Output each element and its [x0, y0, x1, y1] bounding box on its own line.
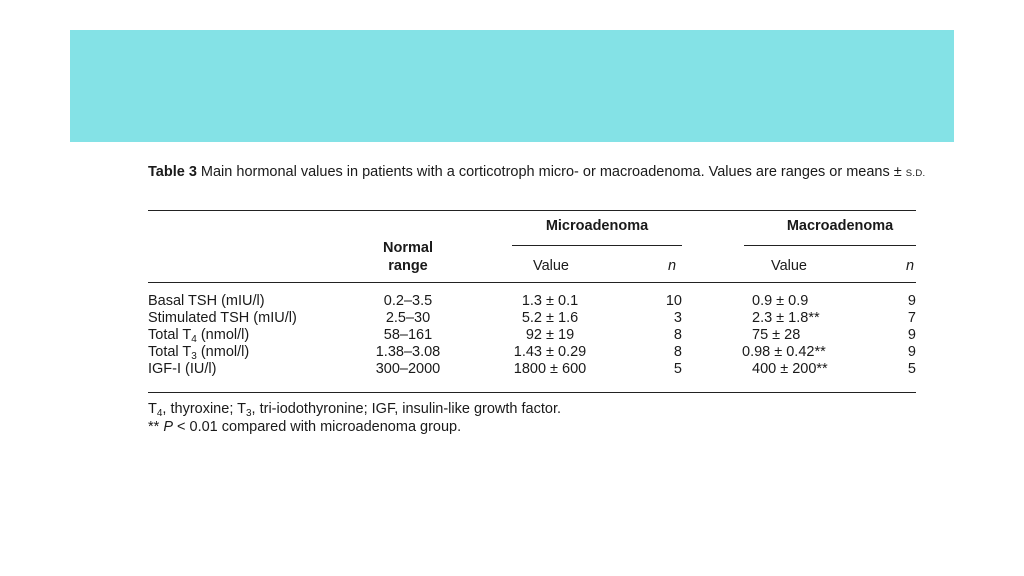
table-caption-label: Table 3: [148, 164, 197, 180]
microadenoma-underline: [512, 245, 682, 246]
table-row: [148, 344, 928, 361]
row-normal-range: 58–161: [383, 327, 433, 343]
row-label: IGF-I (IU/l): [148, 361, 217, 377]
header-micro-value: Value: [532, 258, 569, 274]
row-micro-n: 3: [673, 310, 682, 326]
row-macro-n: 9: [907, 344, 916, 360]
row-macro-n: 7: [907, 310, 916, 326]
table-bottom-rule: [148, 392, 916, 393]
row-label: Stimulated TSH (mIU/l): [148, 310, 297, 326]
row-micro-value: 92 ± 19: [525, 327, 575, 343]
table-top-rule: [148, 210, 916, 211]
row-label: Total $T_4$ (nmol/l): [148, 327, 250, 345]
row-macro-value: 0.9 ± 0.9: [752, 293, 809, 309]
row-normal-range: 300–2000: [375, 361, 441, 377]
table-header-rule: [148, 282, 916, 283]
header-normal-range-line1: Normal: [383, 240, 433, 256]
row-macro-value: 2.3 ± 1.8**: [752, 310, 820, 326]
row-label: Basal TSH (mIU/l): [148, 293, 265, 309]
row-macro-n: 5: [907, 361, 916, 377]
macroadenoma-underline: [744, 245, 916, 246]
header-macroadenoma: Macroadenoma: [786, 218, 894, 234]
table-caption: [148, 163, 928, 183]
row-micro-n: 10: [665, 293, 682, 309]
row-macro-value: 0.98 ± 0.42**: [742, 344, 826, 360]
table-row: [148, 293, 928, 310]
header-micro-n: n: [668, 258, 677, 274]
row-macro-value: 75 ± 28: [752, 327, 801, 343]
row-micro-value: 1800 ± 600: [513, 361, 587, 377]
row-micro-value: 5.2 ± 1.6: [521, 310, 579, 326]
footnote-significance: ** P < 0.01 compared with microadenoma group.: [148, 419, 462, 435]
row-macro-n: 9: [907, 293, 916, 309]
footnote-abbreviations: $T_4$, thyroxine; $T_3$, tri-iodothyronine; IGF, insulin-like growth factor.: [148, 401, 562, 419]
header-microadenoma: Microadenoma: [545, 218, 649, 234]
row-micro-n: 8: [673, 344, 682, 360]
table-row: [148, 327, 928, 344]
row-macro-n: 9: [907, 327, 916, 343]
title-banner: [70, 30, 954, 142]
row-macro-value: 400 ± 200**: [752, 361, 828, 377]
row-micro-n: 8: [673, 327, 682, 343]
table-row: [148, 310, 928, 327]
row-micro-n: 5: [673, 361, 682, 377]
row-normal-range: 2.5–30: [385, 310, 431, 326]
row-micro-value: 1.3 ± 0.1: [521, 293, 579, 309]
table-row: [148, 361, 928, 378]
row-normal-range: 1.38–3.08: [375, 344, 441, 360]
row-micro-value: 1.43 ± 0.29: [513, 344, 587, 360]
header-macro-value: Value: [770, 258, 807, 274]
row-normal-range: 0.2–3.5: [383, 293, 433, 309]
table-caption-sd: S.D.: [905, 168, 926, 179]
header-normal-range-line2: range: [388, 258, 428, 274]
row-label: Total $T_3$ (nmol/l): [148, 344, 250, 362]
header-macro-n: n: [906, 258, 915, 274]
table-caption-text: Main hormonal values in patients with a corticotroph micro- or macroadenoma. Values are ranges or means ±: [196, 164, 906, 180]
